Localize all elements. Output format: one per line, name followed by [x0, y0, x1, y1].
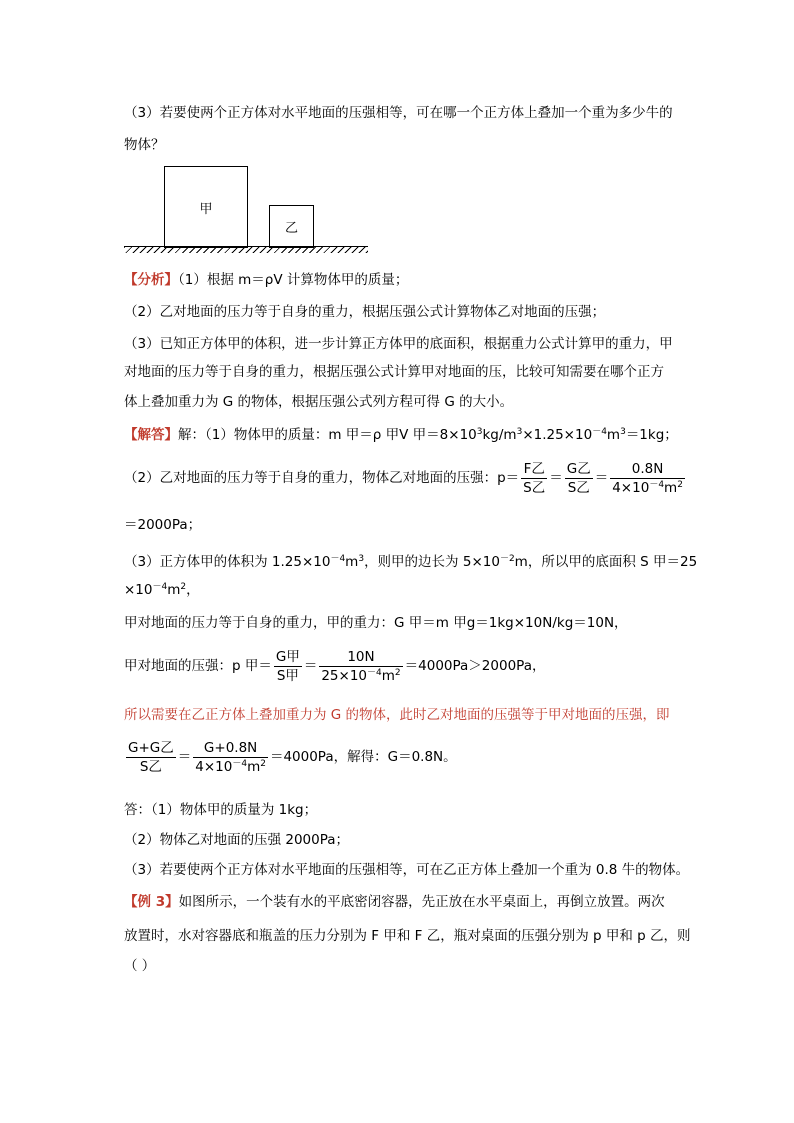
solution-line3e: 所以需要在乙正方体上叠加重力为 G 的物体，此时乙对地面的压强等于甲对地面的压强，即 — [124, 707, 670, 723]
answer-line2: （2）物体乙对地面的压强 2000Pa； — [124, 832, 350, 848]
solution-line2: （2）乙对地面的压力等于自身的重力，物体乙对地面的压强：p＝ $\frac{\text{F乙}}{\text{S乙}}$ ＝ $\frac{\text{G乙}}{\text{S乙}}$ ＝ $\frac{0.8N}{4\times 10^{-4}m^2}$ — [124, 460, 683, 496]
analysis-line2: （2）乙对地面的压力等于自身的重力，根据压强公式计算物体乙对地面的压强； — [124, 304, 606, 320]
fraction-values-yi: $\frac{0.8N}{4\times 10^{-4}m^2}$ — [612, 460, 683, 496]
analysis-line5: 体上叠加重力为 G 的物体，根据压强公式列方程可得 G 的大小。 — [124, 394, 514, 410]
analysis-line4: 对地面的压力等于自身的重力，根据压强公式计算甲对地面的压，比较可知需要在哪个正方 — [124, 364, 664, 380]
solution-line3: （3）正方体甲的体积为 $1.25\times 10^{-4}m^3$，则甲的边长为 $5\times 10^{-2}m$，所以甲的底面积 S 甲＝25 — [124, 554, 698, 570]
answer-line1: 答：（1）物体甲的质量为 1kg； — [124, 802, 318, 818]
solution-tag: 【解答】 — [124, 427, 178, 443]
fraction-g-over-s-jia: $\frac{\text{G甲}}{\text{S甲}}$ — [275, 648, 300, 684]
fraction-g-plus-over-s: $\frac{\text{G+G乙}}{\text{S乙}}$ — [128, 739, 174, 775]
question3-line1: （3）若要使两个正方体对水平地面的压强相等，可在哪一个正方体上叠加一个重为多少牛的 — [124, 105, 673, 121]
solution-line3f: $\frac{\text{G+G乙}}{\text{S乙}}$ ＝ $\frac{G+0.8N}{4\times 10^{-4}m^2}$ ＝4000Pa，解得：G＝0.8N。 — [128, 739, 457, 775]
cube-jia-label: 甲 — [199, 201, 213, 217]
fraction-g-over-s: $\frac{\text{G乙}}{\text{S乙}}$ — [566, 460, 591, 496]
fraction-values-jia: $\frac{10N}{25\times 10^{-4}m^2}$ — [321, 648, 401, 684]
fraction-f-over-s: $\frac{\text{F乙}}{\text{S乙}}$ — [523, 460, 546, 496]
cube-yi — [269, 205, 314, 248]
solution-line3b: $\times 10^{-4}m^2$， — [124, 582, 200, 598]
analysis-line1 — [124, 270, 408, 290]
analysis-text1: （1）根据 m＝ρV 计算物体甲的质量； — [178, 272, 409, 288]
cubes-figure — [124, 162, 370, 258]
example3-line1: 【例 3】如图所示，一个装有水的平底密闭容器，先正放在水平桌面上，再倒立放置。两次 — [124, 894, 665, 910]
ground-hatch — [124, 247, 368, 253]
example3-line2: 放置时，水对容器底和瓶盖的压力分别为 F 甲和 F 乙，瓶对桌面的压强分别为 p 甲和 p 乙，则 — [124, 928, 691, 944]
fraction-g-plus-values: $\frac{G+0.8N}{4\times 10^{-4}m^2}$ — [195, 739, 266, 775]
analysis-tag: 【分析】 — [124, 272, 178, 288]
cube-jia — [164, 166, 248, 248]
analysis-line3: （3）已知正方体甲的体积，进一步计算正方体甲的底面积，根据重力公式计算甲的重力，甲 — [124, 336, 673, 352]
answer-line3: （3）若要使两个正方体对水平地面的压强相等，可在乙正方体上叠加一个重为 0.8 牛的物体。 — [124, 862, 690, 878]
solution-line2-result: ＝2000Pa； — [124, 517, 202, 533]
example3-line3: （ ） — [124, 958, 156, 974]
solution-line3c: 甲对地面的压力等于自身的重力，甲的重力：G 甲＝m 甲g＝1kg×10N/kg＝10N， — [124, 615, 628, 631]
solution-line3d: 甲对地面的压强：p 甲＝ $\frac{\text{G甲}}{\text{S甲}}$ ＝ $\frac{10N}{25\times 10^{-4}m^2}$ ＝4000Pa＞2000Pa， — [124, 648, 546, 684]
solution-line1: 【解答】解：（1）物体甲的质量：m 甲＝ρ 甲V 甲$=8\times 10^3kg/m^3\times 1.25\times 10^{-4}m^3=1kg$； — [124, 427, 678, 443]
question3-line2: 物体？ — [124, 137, 165, 153]
cube-yi-label: 乙 — [284, 221, 298, 236]
example3-tag: 【例 3】 — [124, 894, 179, 910]
